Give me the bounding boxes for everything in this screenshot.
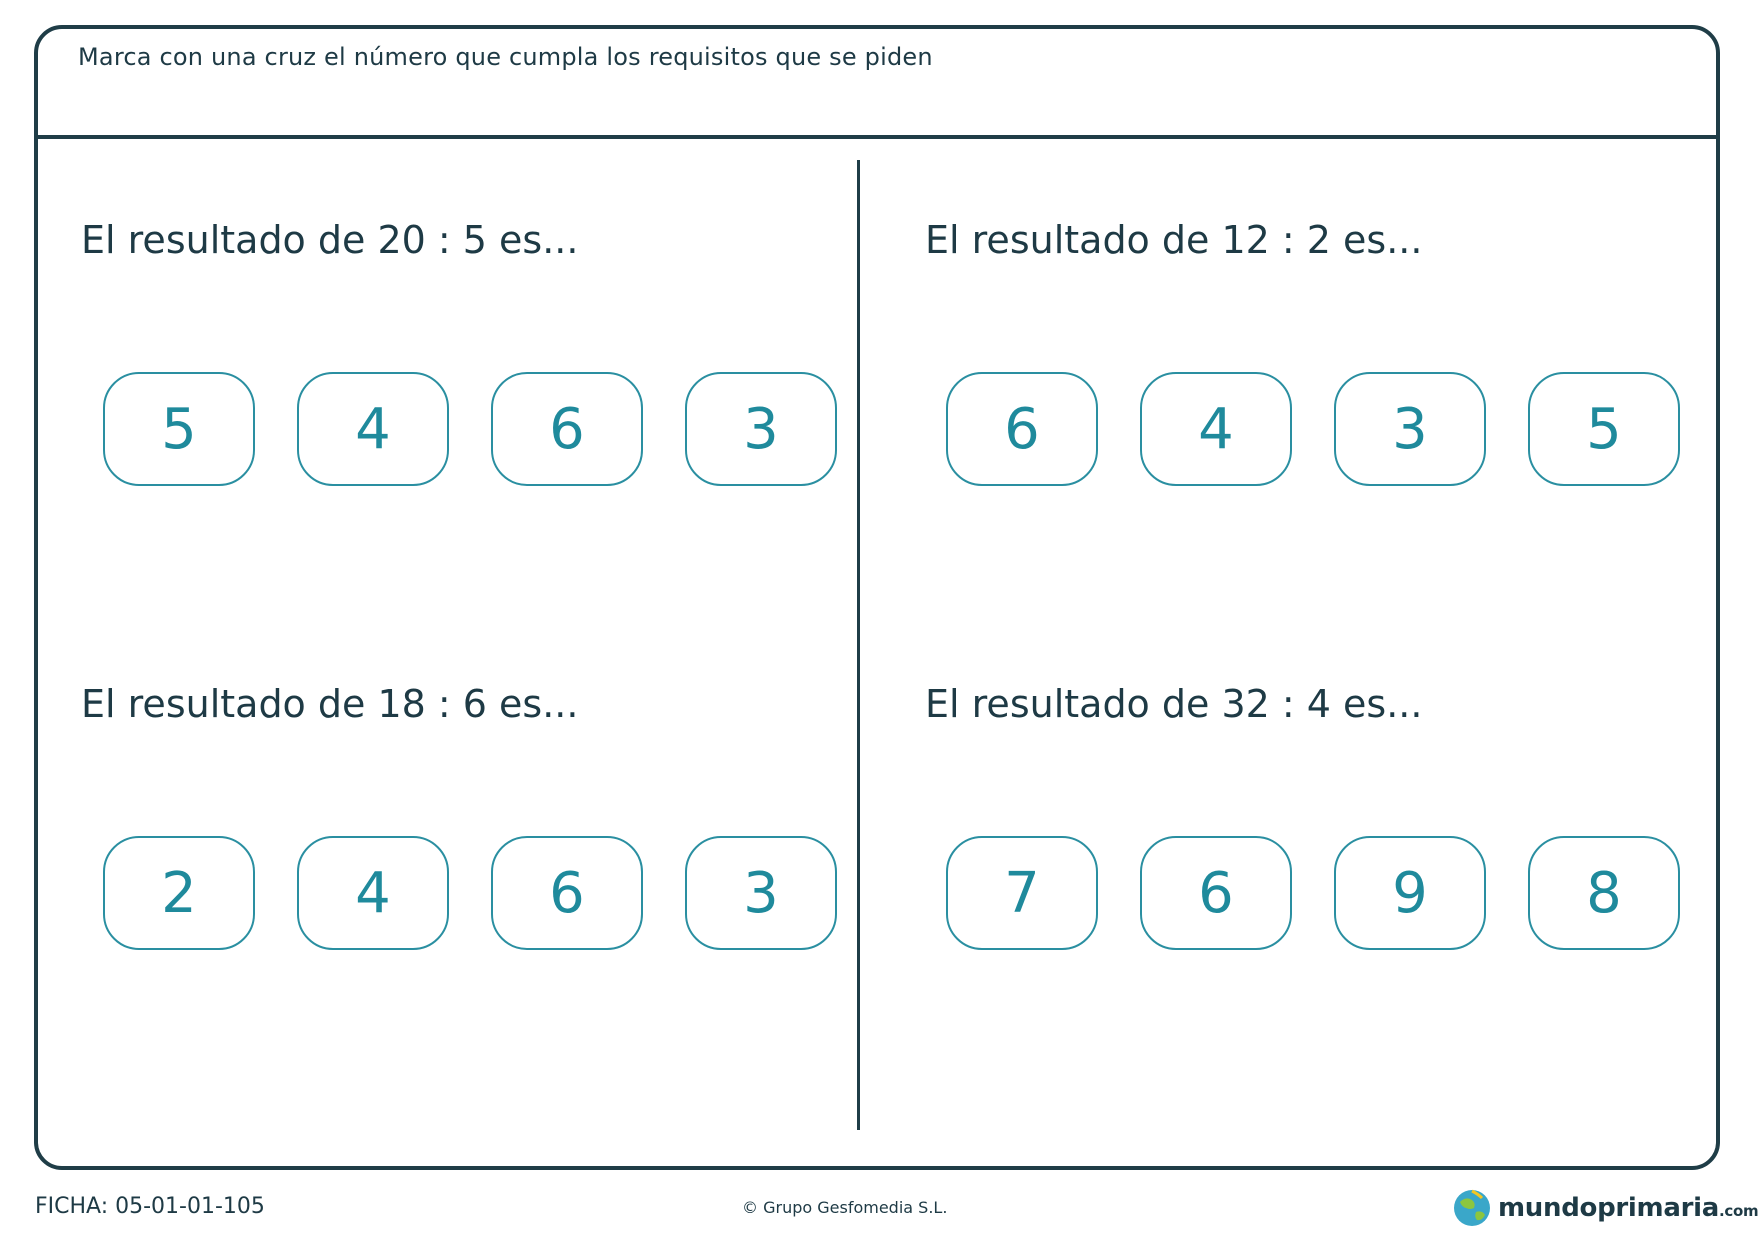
logo-wordmark: mundoprimaria.com [1498,1193,1758,1223]
option-1-c[interactable]: 6 [491,372,643,486]
question-2: El resultado de 12 : 2 es... [925,218,1423,262]
option-4-c[interactable]: 9 [1334,836,1486,950]
question-4: El resultado de 32 : 4 es... [925,682,1423,726]
column-divider [857,160,860,1130]
copyright-notice: © Grupo Gesfomedia S.L. [742,1198,948,1217]
option-3-b[interactable]: 4 [297,836,449,950]
option-1-d[interactable]: 3 [685,372,837,486]
options-group-1 [103,372,837,486]
instruction-text: Marca con una cruz el número que cumpla los requisitos que se piden [78,43,933,71]
option-3-d[interactable]: 3 [685,836,837,950]
question-1: El resultado de 20 : 5 es... [81,218,579,262]
globe-icon [1452,1188,1492,1228]
option-2-b[interactable]: 4 [1140,372,1292,486]
question-3: El resultado de 18 : 6 es... [81,682,579,726]
worksheet-frame [34,25,1720,1170]
option-2-d[interactable]: 5 [1528,372,1680,486]
options-group-4 [946,836,1680,950]
option-3-c[interactable]: 6 [491,836,643,950]
options-group-2 [946,372,1680,486]
option-4-a[interactable]: 7 [946,836,1098,950]
option-4-d[interactable]: 8 [1528,836,1680,950]
option-1-b[interactable]: 4 [297,372,449,486]
worksheet-code: FICHA: 05-01-01-105 [35,1194,265,1219]
site-logo[interactable] [1452,1188,1758,1228]
option-1-a[interactable]: 5 [103,372,255,486]
option-4-b[interactable]: 6 [1140,836,1292,950]
option-2-c[interactable]: 3 [1334,372,1486,486]
options-group-3 [103,836,837,950]
instruction-bar [38,29,1716,139]
option-3-a[interactable]: 2 [103,836,255,950]
option-2-a[interactable]: 6 [946,372,1098,486]
